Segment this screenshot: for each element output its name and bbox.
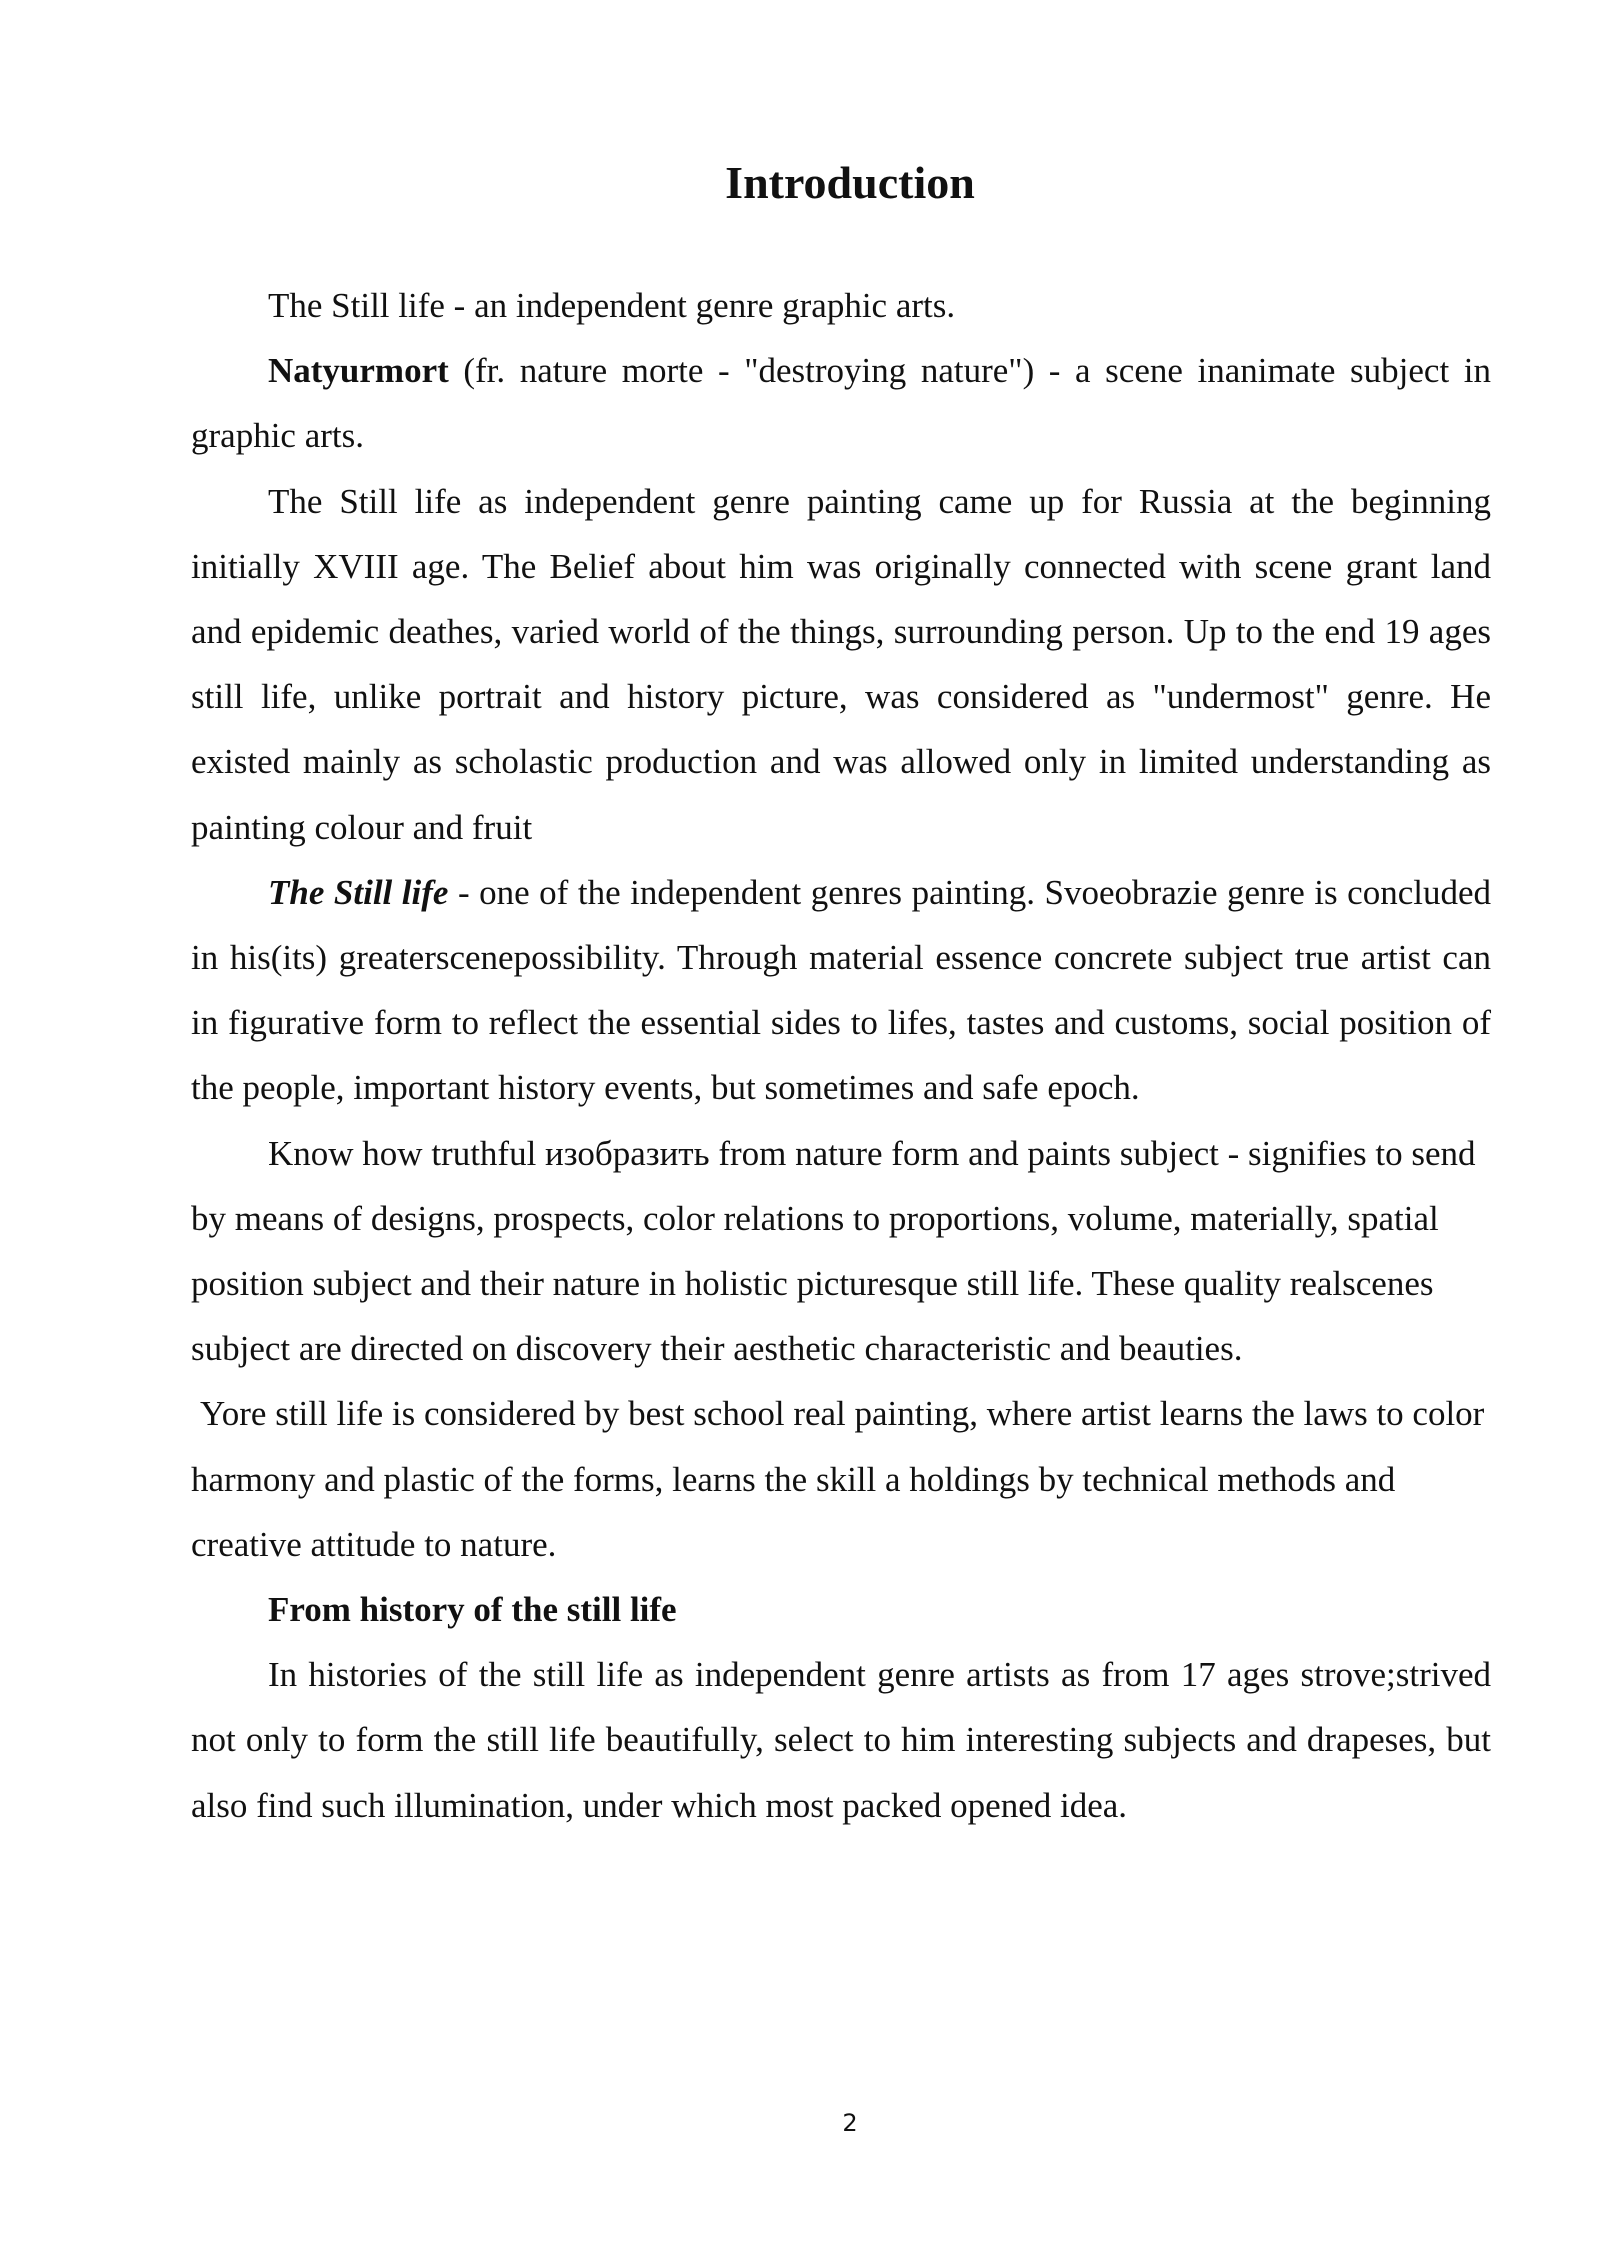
section-heading: From history of the still life — [268, 1590, 677, 1630]
paragraph-still-life-genre — [191, 860, 1491, 1121]
page-title: Introduction — [725, 157, 975, 208]
page-number: 2 — [842, 2109, 858, 2137]
paragraph-history-artists: In histories of the still life as independent genre artists as from 17 ages strove;strived not only to form the still life beautifully, select to him interesting subjects and drapeses, but also find such illumination, under which most packed opened idea. — [191, 1655, 1491, 1825]
paragraph-still-life-genre-text: - one of the independent genres painting. Svoeobrazie genre is concluded in his(its) greaterscenepossibility. Through material essence concrete subject true artist can in figurative form to reflect the essential sides to lifes, tastes and customs, social position of the people, important history events, but sometimes and safe epoch. — [191, 872, 1491, 1108]
paragraph-natyurmort-text: (fr. nature morte - "destroying nature") - a scene inanimate subject in graphic arts. — [191, 351, 1491, 456]
term-natyurmort: Natyurmort — [268, 351, 449, 391]
paragraph-school-painting: Yore still life is considered by best school real painting, where artist learns the laws to color harmony and plastic of the forms, learns the skill a holdings by technical methods and creative attitude to nature. — [191, 1394, 1485, 1564]
term-still-life: The Still life — [268, 872, 449, 912]
paragraph-russia-history: The Still life as independent genre painting came up for Russia at the beginning initially XVIII age. The Belief about him was originally connected with scene grant land and epidemic deathes, varied world of the things, surrounding person. Up to the end 19 ages still life, unlike portrait and history picture, was considered as "undermost" genre. He existed mainly as scholastic production and was allowed only in limited understanding as painting colour and fruit — [191, 481, 1491, 847]
paragraph-truthful-depiction: Know how truthful изобразить from nature form and paints subject - signifies to send by means of designs, prospects, color relations to proportions, volume, materially, spatial position subject and their nature in holistic picturesque still life. These quality realscenes subject are directed on discovery their aesthetic characteristic and beauties. — [191, 1133, 1476, 1369]
paragraph-definition: The Still life - an independent genre graphic arts. — [268, 286, 956, 325]
paragraph-natyurmort — [191, 338, 1491, 468]
document-body — [191, 273, 1491, 1838]
